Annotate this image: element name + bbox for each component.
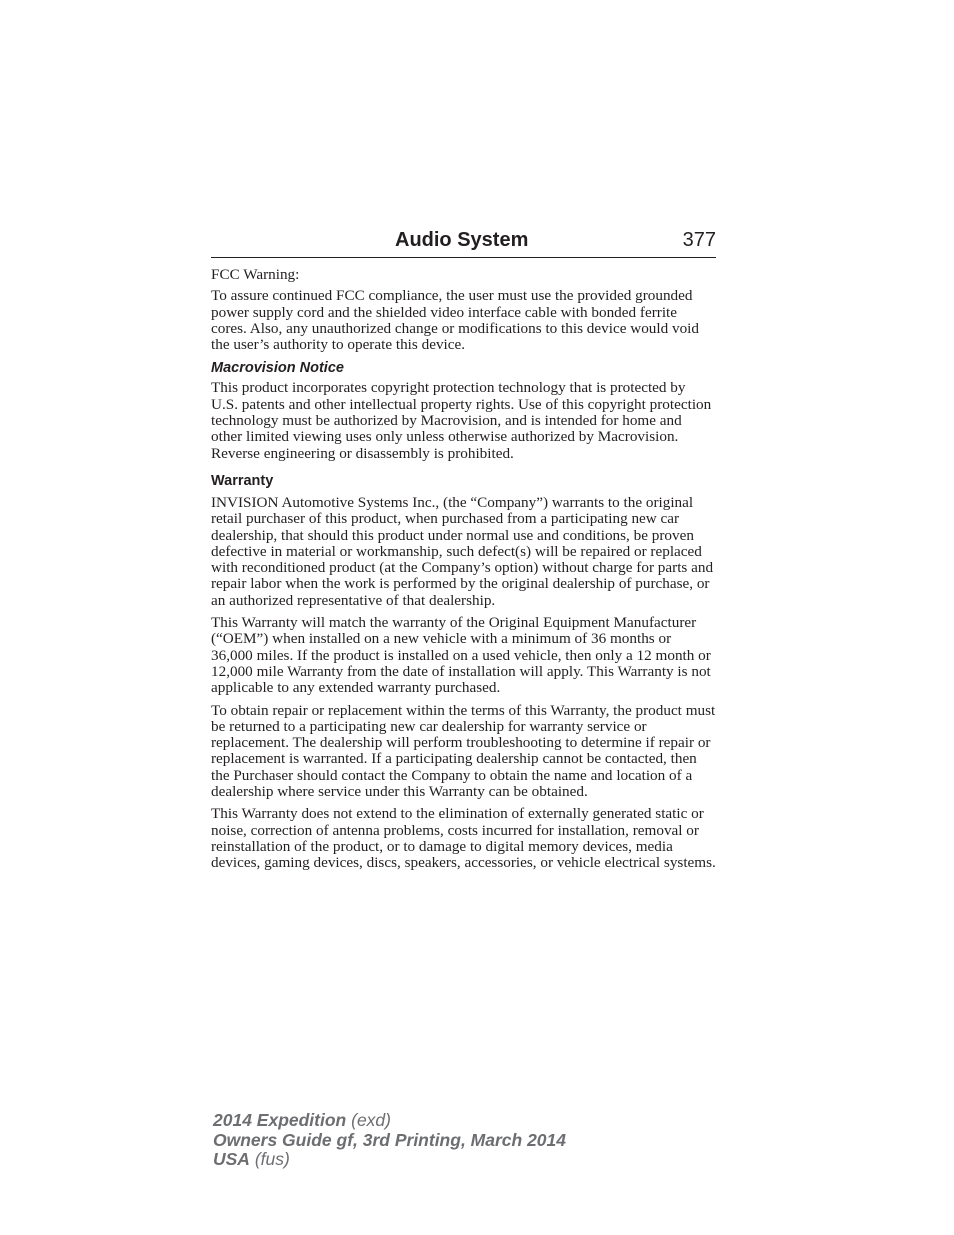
footer-line-1 xyxy=(213,1111,566,1131)
macrovision-text: This product incorporates copyright protection technology that is protected by U.S. patents and other intellectual property rights. Use of this copyright protection technology must be authorized by Macrovision, and is intended for home and other limited viewing uses only unless otherwise authorized by Macrovision. Reverse engineering or disassembly is prohibited. xyxy=(211,379,712,462)
fcc-warning-text: To assure continued FCC compliance, the user must use the provided grounded power supply cord and the shielded video interface cable with bonded ferrite cores. Also, any unauthorized change or modifications to this device would void the user’s authority to operate this device. xyxy=(211,287,699,354)
footer-model-code: (exd) xyxy=(351,1110,391,1130)
macrovision-heading: Macrovision Notice xyxy=(211,360,344,377)
footer-market-code: (fus) xyxy=(254,1149,290,1169)
footer-line-3 xyxy=(213,1150,566,1170)
warranty-paragraph-2: This Warranty will match the warranty of the Original Equipment Manufacturer (“OEM”) when installed on a new vehicle with a minimum of 36 months or 36,000 miles. If the product is installed on a used vehicle, then only a 12 month or 12,000 mile Warranty from the date of installation will apply. This Warranty is not applicable to any extended warranty purchased. xyxy=(211,614,711,697)
warranty-heading: Warranty xyxy=(211,472,274,489)
footer-market: USA xyxy=(213,1149,250,1169)
warranty-paragraph-3: To obtain repair or replacement within the terms of this Warranty, the product must be returned to a participating new car dealership for warranty service or replacement. The dealership will perform troubleshooting to determine if repair or replacement is warranted. If a participating dealership cannot be contacted, then the Purchaser should contact the Company to obtain the name and location of a dealership where service under this Warranty can be obtained. xyxy=(211,701,716,801)
page-content xyxy=(211,228,716,878)
page-footer xyxy=(213,1111,566,1170)
warranty-paragraph-4: This Warranty does not extend to the elimination of externally generated static or noise, correction of antenna problems, costs incurred for installation, removal or reinstallation of the product, or to damage to digital memory devices, media devices, gaming devices, discs, speakers, accessories, or vehicle electrical systems. xyxy=(211,805,716,872)
page-number: 377 xyxy=(682,229,716,251)
footer-printing: Owners Guide gf, 3rd Printing, March 2014 xyxy=(213,1129,566,1150)
footer-line-2 xyxy=(213,1131,566,1151)
page-header xyxy=(211,228,716,258)
footer-model: 2014 Expedition xyxy=(213,1110,347,1130)
fcc-warning-label: FCC Warning: xyxy=(211,266,300,283)
page-title: Audio System xyxy=(395,229,529,251)
warranty-paragraph-1: INVISION Automotive Systems Inc., (the “Company”) warrants to the original retail purchaser of this product, when purchased from a participating new car dealership, that should this product under normal use and conditions, be proven defective in material or workmanship, such defect(s) will be repaired or replaced with reconditioned product (at the Company’s option) without charge for parts and repair labor when the work is performed by the original dealership of purchase, or an authorized representative of that dealership. xyxy=(211,493,714,609)
